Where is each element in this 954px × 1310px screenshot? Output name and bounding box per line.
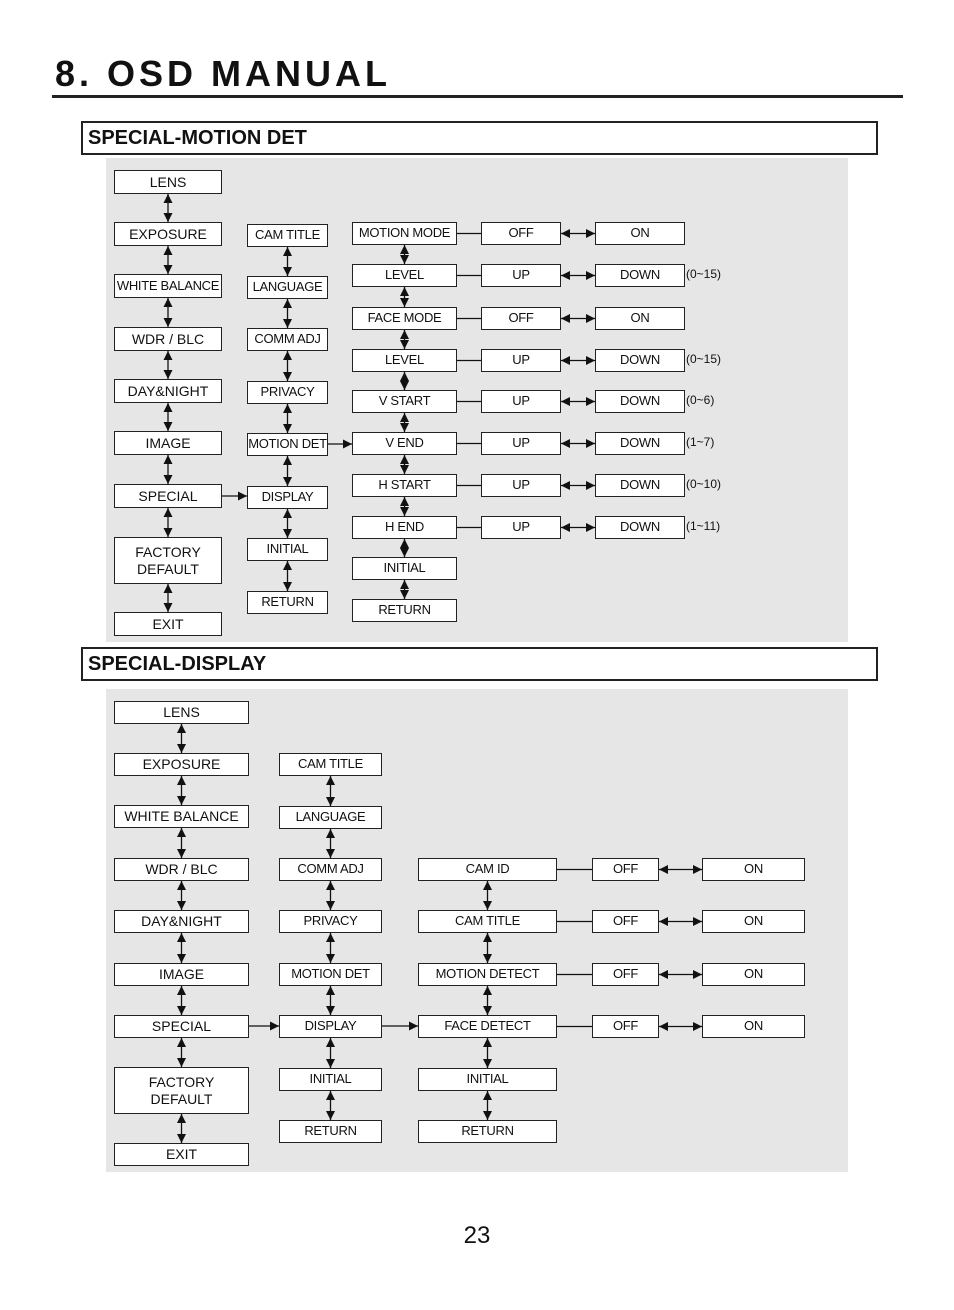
m1-value-up-5[interactable]: UP <box>481 432 561 455</box>
m2-tail-return[interactable]: RETURN <box>418 1120 557 1143</box>
m2-item-cam-id[interactable]: CAM ID <box>418 858 557 881</box>
m1-item-h-start-6[interactable]: H START <box>352 474 457 497</box>
m1-main-day-night[interactable]: DAY&NIGHT <box>114 379 222 403</box>
m2-value-off-2[interactable]: OFF <box>592 963 659 986</box>
m1-special-comm-adj[interactable]: COMM ADJ <box>247 328 328 351</box>
m1-value-up-1[interactable]: UP <box>481 264 561 287</box>
m2-special-motion-det[interactable]: MOTION DET <box>279 963 382 986</box>
m1-main-factory-default[interactable]: FACTORY DEFAULT <box>114 537 222 584</box>
m1-value-up-3[interactable]: UP <box>481 349 561 372</box>
m1-main-white-balance[interactable]: WHITE BALANCE <box>114 274 222 298</box>
m1-item-v-start-4[interactable]: V START <box>352 390 457 413</box>
m2-value-on-0[interactable]: ON <box>702 858 805 881</box>
m1-range-4: (0~6) <box>686 393 715 407</box>
m2-main-exit[interactable]: EXIT <box>114 1143 249 1166</box>
m2-special-display[interactable]: DISPLAY <box>279 1015 382 1038</box>
m1-item-h-end-7[interactable]: H END <box>352 516 457 539</box>
m1-value-down-6[interactable]: DOWN <box>595 474 685 497</box>
m2-main-day-night[interactable]: DAY&NIGHT <box>114 910 249 933</box>
m1-main-special[interactable]: SPECIAL <box>114 484 222 508</box>
m1-special-cam-title[interactable]: CAM TITLE <box>247 224 328 247</box>
m2-main-lens[interactable]: LENS <box>114 701 249 724</box>
m2-special-language[interactable]: LANGUAGE <box>279 806 382 829</box>
m1-item-face-mode-2[interactable]: FACE MODE <box>352 307 457 330</box>
page-number: 23 <box>463 1222 491 1249</box>
m2-special-initial[interactable]: INITIAL <box>279 1068 382 1091</box>
m2-item-face-detect[interactable]: FACE DETECT <box>418 1015 557 1038</box>
m1-main-image[interactable]: IMAGE <box>114 431 222 455</box>
m1-value-down-5[interactable]: DOWN <box>595 432 685 455</box>
m2-item-cam-title[interactable]: CAM TITLE <box>418 910 557 933</box>
m2-value-off-0[interactable]: OFF <box>592 858 659 881</box>
title-rule <box>52 95 903 98</box>
m2-main-factory-default[interactable]: FACTORY DEFAULT <box>114 1067 249 1114</box>
m1-value-up-7[interactable]: UP <box>481 516 561 539</box>
m1-value-down-1[interactable]: DOWN <box>595 264 685 287</box>
m1-special-display[interactable]: DISPLAY <box>247 486 328 509</box>
m1-range-7: (1~11) <box>686 519 721 533</box>
m1-value-down-4[interactable]: DOWN <box>595 390 685 413</box>
m1-tail-initial[interactable]: INITIAL <box>352 557 457 580</box>
m1-range-6: (0~10) <box>686 477 722 491</box>
m1-range-1: (0~15) <box>686 267 722 281</box>
m2-value-off-1[interactable]: OFF <box>592 910 659 933</box>
m2-special-comm-adj[interactable]: COMM ADJ <box>279 858 382 881</box>
m2-value-on-2[interactable]: ON <box>702 963 805 986</box>
m2-value-on-1[interactable]: ON <box>702 910 805 933</box>
m1-main-exposure[interactable]: EXPOSURE <box>114 222 222 246</box>
m1-range-5: (1~7) <box>686 435 715 449</box>
m2-item-motion-detect[interactable]: MOTION DETECT <box>418 963 557 986</box>
m1-main-exit[interactable]: EXIT <box>114 612 222 636</box>
m2-tail-initial[interactable]: INITIAL <box>418 1068 557 1091</box>
m2-value-off-3[interactable]: OFF <box>592 1015 659 1038</box>
m1-value-off-2[interactable]: OFF <box>481 307 561 330</box>
section-title-motion-det: SPECIAL-MOTION DET <box>81 121 878 155</box>
m1-item-level-3[interactable]: LEVEL <box>352 349 457 372</box>
m1-item-motion-mode-0[interactable]: MOTION MODE <box>352 222 457 245</box>
m1-value-on-2[interactable]: ON <box>595 307 685 330</box>
m1-special-initial[interactable]: INITIAL <box>247 538 328 561</box>
m2-main-image[interactable]: IMAGE <box>114 963 249 986</box>
m1-special-privacy[interactable]: PRIVACY <box>247 381 328 404</box>
m1-value-down-3[interactable]: DOWN <box>595 349 685 372</box>
m2-special-cam-title[interactable]: CAM TITLE <box>279 753 382 776</box>
section-title-display: SPECIAL-DISPLAY <box>81 647 878 681</box>
m2-main-wdr-blc[interactable]: WDR / BLC <box>114 858 249 881</box>
m1-value-off-0[interactable]: OFF <box>481 222 561 245</box>
m2-special-privacy[interactable]: PRIVACY <box>279 910 382 933</box>
m1-value-up-6[interactable]: UP <box>481 474 561 497</box>
m1-main-wdr-blc[interactable]: WDR / BLC <box>114 327 222 351</box>
m2-value-on-3[interactable]: ON <box>702 1015 805 1038</box>
page-title: 8. OSD MANUAL <box>55 53 392 94</box>
m1-main-lens[interactable]: LENS <box>114 170 222 194</box>
m1-special-return[interactable]: RETURN <box>247 591 328 614</box>
m1-item-level-1[interactable]: LEVEL <box>352 264 457 287</box>
m2-main-white-balance[interactable]: WHITE BALANCE <box>114 805 249 828</box>
m2-main-special[interactable]: SPECIAL <box>114 1015 249 1038</box>
m1-range-3: (0~15) <box>686 352 722 366</box>
m1-special-motion-det[interactable]: MOTION DET <box>247 433 328 456</box>
m2-main-exposure[interactable]: EXPOSURE <box>114 753 249 776</box>
m2-special-return[interactable]: RETURN <box>279 1120 382 1143</box>
m1-value-on-0[interactable]: ON <box>595 222 685 245</box>
m1-value-down-7[interactable]: DOWN <box>595 516 685 539</box>
m1-item-v-end-5[interactable]: V END <box>352 432 457 455</box>
m1-special-language[interactable]: LANGUAGE <box>247 276 328 299</box>
m1-value-up-4[interactable]: UP <box>481 390 561 413</box>
m1-tail-return[interactable]: RETURN <box>352 599 457 622</box>
